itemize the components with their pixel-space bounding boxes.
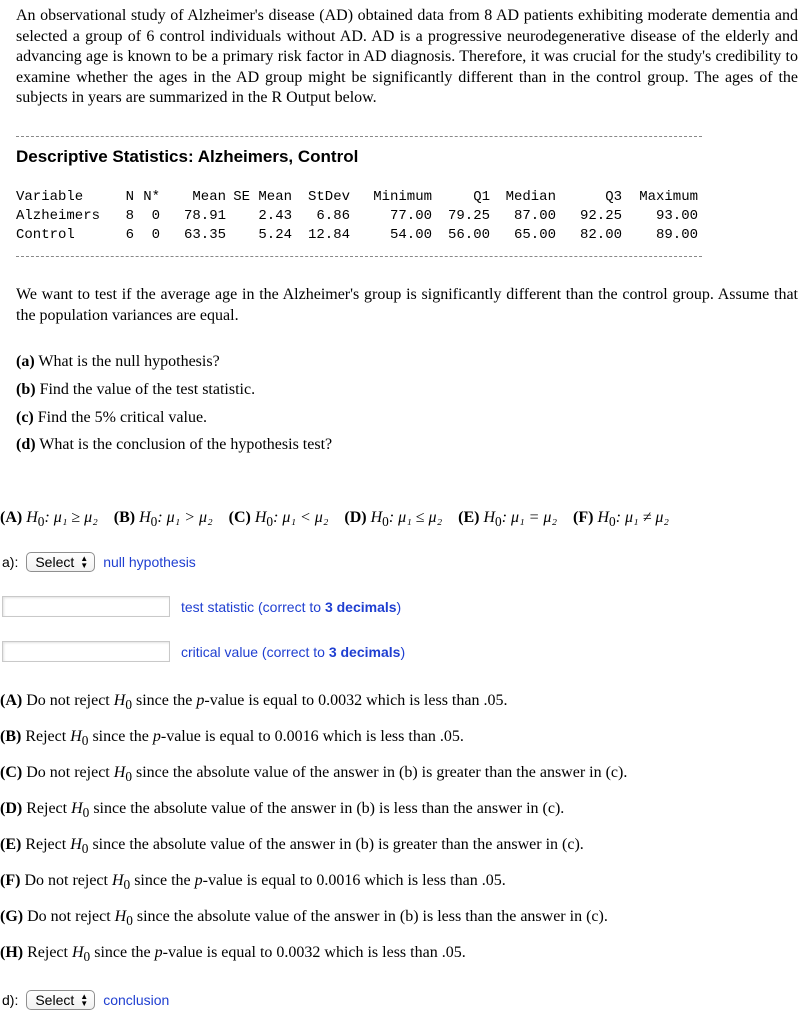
- conclusion-option: (H) Reject $H_0$ since the p-value is equal to 0.0032 which is less than .05.: [0, 944, 466, 965]
- option-label: (D): [344, 509, 367, 526]
- option-label: (D): [0, 800, 23, 817]
- conclusion-tail: -value is equal to 0.0016 which is less than .05.: [160, 728, 464, 745]
- conclusion-option: (C) Do not reject $H_0$ since the absolute value of the answer in (b) is greater than the answer in (c).: [0, 764, 628, 785]
- cell-variable: Alzheimers: [16, 208, 101, 224]
- conclusion-hint: conclusion: [103, 992, 170, 1008]
- test-description: We want to test if the average age in the Alzheimer's group is significantly different than the control group. Assume that the population variances are equal.: [16, 286, 798, 324]
- option-label: (B): [113, 509, 136, 526]
- cell-mean: 78.91: [183, 208, 226, 224]
- option-label: (E): [458, 509, 480, 526]
- conclusion-option: (A) Do not reject $H_0$ since the p-value is equal to 0.0032 which is less than .05.: [0, 692, 508, 713]
- conclusion-option: (E) Reject $H_0$ since the absolute value of the answer in (b) is greater than the answer in (c).: [0, 836, 584, 857]
- header-minimum: Minimum: [373, 189, 432, 205]
- test-statistic-hint: [181, 599, 401, 615]
- p-symbol: p: [194, 872, 203, 889]
- question-label: (c): [16, 409, 34, 426]
- cell-minimum: 54.00: [389, 227, 432, 243]
- answer-d-row: [2, 990, 169, 1010]
- conclusion-post: since the absolute value of the answer in (b) is less than the answer in (c).: [132, 908, 608, 925]
- header-median: Median: [505, 189, 556, 205]
- header-n: N: [125, 189, 134, 205]
- intro-paragraph: An observational study of Alzheimer's disease (AD) obtained data from 8 AD patients exhibiting moderate dementia and selected a group of 6 control individuals without AD. AD is a progressive neurodegenerative disease of the elderly and advancing age is known to be a primary risk factor in AD diagnosis. Therefore, it was crucial for the study's credibility to examine whether the ages in the AD group might be significantly different than in the control group. The ages of the subjects in years are summarized in the R Output below.: [16, 7, 798, 106]
- question-text: Find the 5% critical value.: [37, 409, 208, 426]
- h-expression: : μ₁ = μ₂: [501, 509, 558, 526]
- option-label: (E): [0, 836, 22, 853]
- cell-stdev: 12.84: [307, 227, 350, 243]
- option-label: (F): [0, 872, 21, 889]
- header-nstar: N*: [143, 189, 160, 205]
- header-se-mean: SE Mean: [233, 189, 292, 205]
- h-symbol: H: [483, 509, 496, 526]
- hint-suffix: ): [396, 599, 402, 615]
- stats-header-row: [16, 188, 698, 207]
- divider-top: [16, 136, 702, 137]
- conclusion-pre: Do not reject: [26, 692, 114, 709]
- cell-maximum: 93.00: [655, 208, 698, 224]
- conclusion-post: since the absolute value of the answer in (b) is greater than the answer in (c).: [88, 836, 584, 853]
- h-symbol: H: [26, 509, 38, 526]
- question-text: What is the null hypothesis?: [38, 353, 220, 370]
- stats-title: Descriptive Statistics: Alzheimers, Control: [16, 147, 359, 166]
- conclusion-post: since the absolute value of the answer in (b) is less than the answer in (c).: [89, 800, 565, 817]
- conclusion-post: since the: [90, 944, 155, 961]
- question-text: What is the conclusion of the hypothesis test?: [39, 436, 333, 453]
- option-label: (G): [0, 908, 24, 925]
- cell-maximum: 89.00: [655, 227, 698, 243]
- hypothesis-option: [458, 509, 558, 530]
- hint-text: test statistic (correct to: [181, 599, 325, 615]
- updown-arrows-icon: ▲ ▼: [80, 992, 89, 1008]
- hypothesis-options: [0, 509, 669, 530]
- h-symbol: H: [597, 509, 610, 526]
- h-subscript: 0: [382, 514, 389, 530]
- option-label: (A): [0, 692, 23, 709]
- null-hypothesis-select[interactable]: [26, 552, 95, 572]
- conclusion-post: since the absolute value of the answer in (b) is greater than the answer in (c).: [131, 764, 628, 781]
- hint-suffix: ): [400, 644, 406, 660]
- h-expression: : μ₁ > μ₂: [157, 509, 213, 526]
- h-subscript: 0: [37, 514, 45, 530]
- h-expression: : μ₁ ≥ μ₂: [44, 509, 98, 526]
- h-expression: : μ₁ ≤ μ₂: [388, 509, 443, 526]
- question-label: (a): [16, 353, 35, 370]
- hypothesis-option: [0, 509, 98, 530]
- option-label: (F): [573, 509, 594, 526]
- cell-q1: 79.25: [447, 208, 490, 224]
- cell-q3: 82.00: [579, 227, 622, 243]
- option-label: (B): [0, 728, 22, 745]
- h-symbol: H: [254, 509, 267, 526]
- conclusion-pre: Reject: [25, 728, 71, 745]
- updown-arrows-icon: ▲ ▼: [80, 554, 89, 570]
- cell-nstar: 0: [151, 227, 160, 243]
- header-mean: Mean: [192, 189, 226, 205]
- cell-se-mean: 2.43: [258, 208, 292, 224]
- header-variable: Variable: [16, 189, 84, 205]
- cell-variable: Control: [16, 227, 75, 243]
- conclusion-pre: Do not reject: [27, 908, 115, 925]
- conclusion-pre: Reject: [26, 800, 72, 817]
- conclusion-post: since the: [131, 692, 197, 709]
- cell-q3: 92.25: [579, 208, 622, 224]
- hint-text: critical value (correct to: [181, 644, 329, 660]
- question-label: (b): [16, 381, 36, 398]
- header-q3: Q3: [605, 189, 622, 205]
- cell-nstar: 0: [151, 208, 160, 224]
- option-label: (C): [228, 509, 251, 526]
- p-symbol: p: [154, 944, 163, 961]
- conclusion-tail: -value is equal to 0.0032 which is less than .05.: [204, 692, 508, 709]
- stats-table: [16, 188, 698, 245]
- h-expression: : μ₁ < μ₂: [273, 509, 329, 526]
- header-q1: Q1: [473, 189, 490, 205]
- header-stdev: StDev: [307, 189, 350, 205]
- hint-bold: 3 decimals: [328, 644, 401, 660]
- option-label: (C): [0, 764, 23, 781]
- question-d: [16, 436, 332, 454]
- select-value: Select: [35, 554, 75, 570]
- option-label: (H): [0, 944, 24, 961]
- cell-minimum: 77.00: [389, 208, 432, 224]
- hypothesis-option: [228, 509, 329, 530]
- hint-bold: 3 decimals: [324, 599, 397, 615]
- conclusion-pre: Do not reject: [26, 764, 114, 781]
- cell-n: 8: [125, 208, 134, 224]
- cell-median: 87.00: [513, 208, 556, 224]
- h-subscript: 0: [495, 514, 502, 530]
- header-maximum: Maximum: [639, 189, 698, 205]
- p-symbol: p: [196, 692, 205, 709]
- cell-median: 65.00: [513, 227, 556, 243]
- question-text: Find the value of the test statistic.: [39, 381, 256, 398]
- hypothesis-option: [344, 509, 443, 530]
- answer-a-row: [2, 552, 196, 572]
- answer-d-prefix: d):: [2, 992, 19, 1008]
- critical-value-input[interactable]: [2, 641, 170, 662]
- null-hypothesis-hint: null hypothesis: [103, 554, 196, 570]
- cell-n: 6: [125, 227, 134, 243]
- conclusion-option: (F) Do not reject $H_0$ since the p-value is equal to 0.0016 which is less than .05.: [0, 872, 506, 893]
- conclusion-option: (B) Reject $H_0$ since the p-value is equal to 0.0016 which is less than .05.: [0, 728, 464, 749]
- h-symbol: H: [370, 509, 383, 526]
- table-row: [16, 226, 698, 245]
- conclusion-post: since the: [88, 728, 153, 745]
- conclusion-pre: Reject: [25, 836, 71, 853]
- conclusion-post: since the: [130, 872, 195, 889]
- divider-bottom: [16, 256, 702, 257]
- h-subscript: 0: [150, 514, 158, 530]
- conclusion-pre: Reject: [27, 944, 72, 961]
- conclusion-pre: Do not reject: [24, 872, 112, 889]
- cell-mean: 63.35: [183, 227, 226, 243]
- question-a: [16, 353, 220, 371]
- table-row: [16, 207, 698, 226]
- option-label: (A): [0, 509, 23, 526]
- test-statistic-input[interactable]: [2, 596, 170, 617]
- answer-a-prefix: a):: [2, 554, 19, 570]
- conclusion-tail: -value is equal to 0.0032 which is less than .05.: [162, 944, 466, 961]
- question-c: [16, 409, 207, 427]
- conclusion-tail: -value is equal to 0.0016 which is less than .05.: [202, 872, 506, 889]
- p-symbol: p: [152, 728, 161, 745]
- h-subscript: 0: [609, 514, 616, 530]
- h-subscript: 0: [266, 514, 274, 530]
- hypothesis-option: [573, 509, 669, 530]
- critical-value-hint: [181, 644, 405, 660]
- h-symbol: H: [139, 509, 151, 526]
- conclusion-select[interactable]: [26, 990, 95, 1010]
- cell-stdev: 6.86: [316, 208, 350, 224]
- question-label: (d): [16, 436, 36, 453]
- h-expression: : μ₁ ≠ μ₂: [615, 509, 669, 526]
- cell-q1: 56.00: [447, 227, 490, 243]
- cell-se-mean: 5.24: [258, 227, 292, 243]
- select-value: Select: [35, 992, 75, 1008]
- conclusion-option: (G) Do not reject $H_0$ since the absolute value of the answer in (b) is less than the answer in (c).: [0, 908, 608, 929]
- hypothesis-option: [113, 509, 213, 530]
- question-b: [16, 381, 255, 399]
- conclusion-option: (D) Reject $H_0$ since the absolute value of the answer in (b) is less than the answer in (c).: [0, 800, 565, 821]
